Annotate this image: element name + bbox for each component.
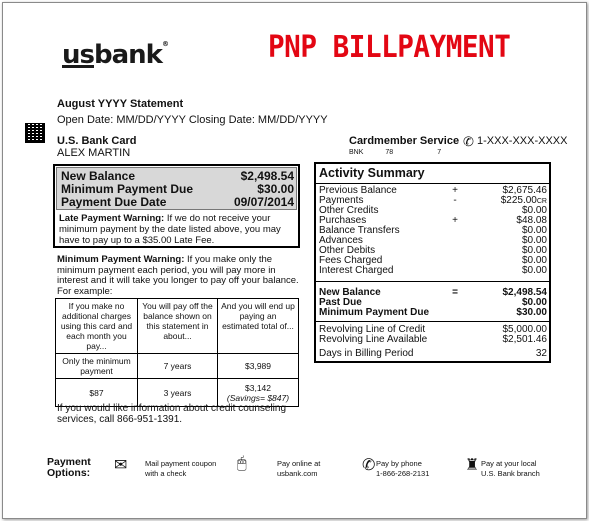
phone-icon: ✆ <box>463 134 474 149</box>
table-header-cell: If you make no additional charges using this card and each month you pay... <box>56 299 138 354</box>
summary-row: Payments - $225.00CR <box>319 195 547 206</box>
mail-payment-option: Mail payment coupon with a check <box>145 459 217 478</box>
payment-options-label: Payment Options: <box>47 456 91 479</box>
table-cell: $3,989 <box>218 354 299 379</box>
statement-title: August YYYY Statement <box>57 98 184 110</box>
payment-due-date-row: Payment Due Date 09/07/2014 <box>61 195 294 209</box>
cardmember-service-phone: 1-XXX-XXX-XXXX <box>477 135 568 147</box>
summary-row: Days in Billing Period 32 <box>319 348 547 359</box>
divider <box>316 183 549 184</box>
table-header-cell: And you will end up paying an estimated total of... <box>218 299 299 354</box>
table-row <box>56 354 299 379</box>
summary-row: Interest Charged $0.00 <box>319 265 547 276</box>
table-cell: $3,142 (Savings= $847) <box>218 379 299 407</box>
card-holder: ALEX MARTIN <box>57 147 131 159</box>
summary-row: Balance Transfers $0.00 <box>319 225 547 236</box>
table-cell: 3 years <box>138 379 218 407</box>
summary-row: Minimum Payment Due $30.00 <box>319 307 547 318</box>
new-balance-row: New Balance $2,498.54 <box>61 169 294 183</box>
cardmember-service-label: Cardmember Service <box>349 135 460 147</box>
usbank-logo: usbank® <box>62 40 168 70</box>
activity-summary <box>314 162 551 363</box>
bank-code: BNK 78 7 <box>349 149 442 156</box>
branch-icon: ♜ <box>465 457 480 474</box>
summary-row: Other Debits $0.00 <box>319 245 547 256</box>
mouse-icon: 🖱 <box>237 455 247 472</box>
online-payment-option: Pay online at usbank.com <box>277 459 321 478</box>
summary-row: Past Due $0.00 <box>319 297 547 308</box>
divider <box>316 321 549 322</box>
summary-row: Fees Charged $0.00 <box>319 255 547 266</box>
statement-dates: Open Date: MM/DD/YYYY Closing Date: MM/DD/YYYY <box>57 114 328 126</box>
table-cell: 7 years <box>138 354 218 379</box>
balance-summary <box>56 167 297 210</box>
summary-row: Other Credits $0.00 <box>319 205 547 216</box>
minimum-payment-row: Minimum Payment Due $30.00 <box>61 182 294 196</box>
card-info <box>57 135 136 159</box>
balance-box <box>53 164 300 248</box>
summary-row: Revolving Line Available $2,501.46 <box>319 334 547 345</box>
phone-payment-option: Pay by phone 1-866-268-2131 <box>376 459 430 478</box>
phone-icon: ✆ <box>362 457 376 474</box>
summary-row: Advances $0.00 <box>319 235 547 246</box>
card-label: U.S. Bank Card <box>57 135 137 147</box>
branch-payment-option: Pay at your local U.S. Bank branch <box>481 459 540 478</box>
late-payment-warning: Late Payment Warning: If we do not receive your minimum payment by the date listed above, you may have to pay up to a $35.00 Late Fee. <box>59 213 281 246</box>
banner-title: PNP BILLPAYMENT <box>268 30 511 65</box>
summary-row: Previous Balance + $2,675.46 <box>319 185 547 196</box>
divider <box>316 281 549 282</box>
payment-example-table <box>55 298 299 407</box>
table-cell: $87 <box>56 379 138 407</box>
table-cell: Only the minimum payment <box>56 354 138 379</box>
summary-row: Revolving Line of Credit $5,000.00 <box>319 324 547 335</box>
table-header-cell: You will pay off the balance shown on this statement in about... <box>138 299 218 354</box>
table-header-row <box>56 299 299 354</box>
summary-row: New Balance = $2,498.54 <box>319 287 547 298</box>
envelope-icon: ✉ <box>114 457 128 474</box>
summary-row: Purchases + $48.08 <box>319 215 547 226</box>
credit-counseling-note: If you would like information about credit counseling services, call 866-951-1391. <box>57 403 287 425</box>
activity-summary-title: Activity Summary <box>319 166 425 180</box>
barcode-icon <box>25 123 45 143</box>
minimum-payment-warning: Minimum Payment Warning: If you make only the minimum payment each period, you will pay more in interest and it will take you longer to pay off your balance. For example: <box>57 254 299 297</box>
